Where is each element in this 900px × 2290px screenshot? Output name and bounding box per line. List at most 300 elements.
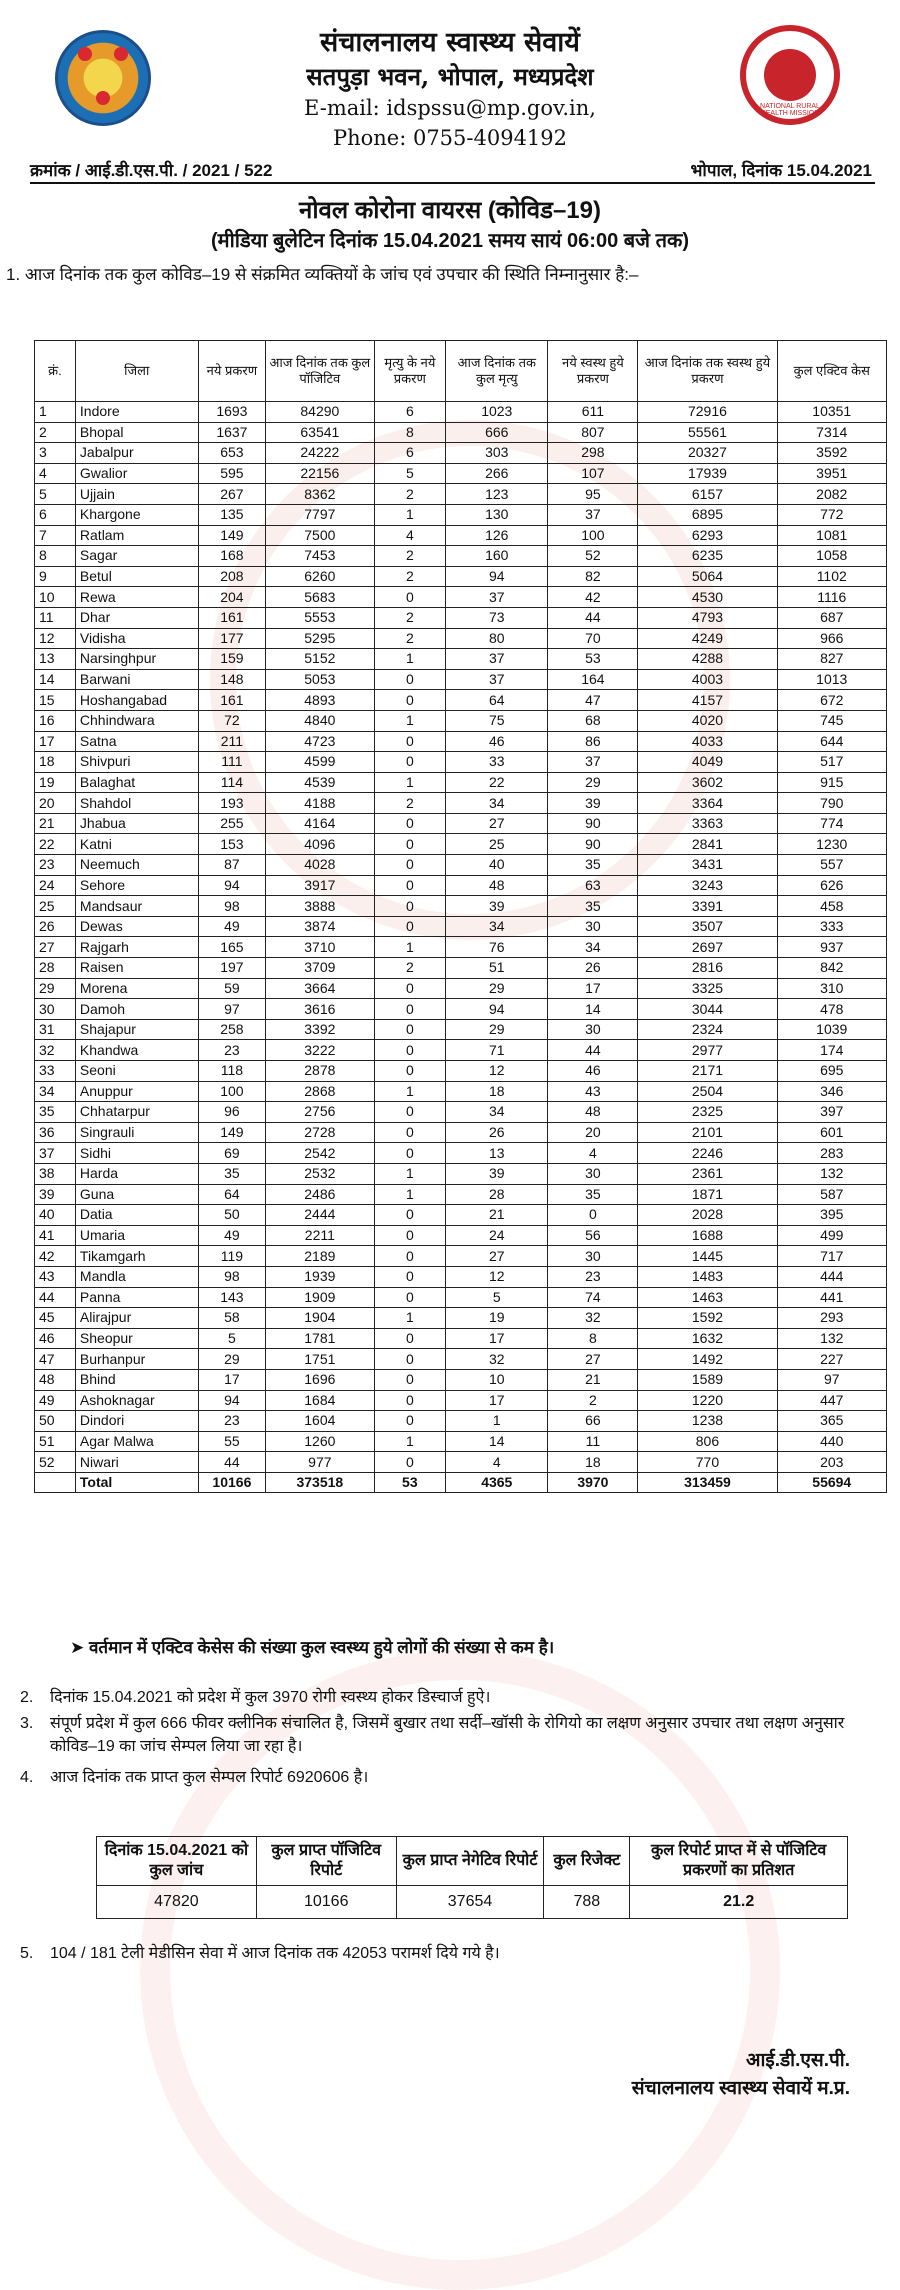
table-cell: 94 [198, 875, 266, 896]
point-number: 3. [20, 1715, 34, 1732]
table-total-row [35, 1472, 887, 1493]
col-header: जिला [75, 341, 198, 402]
table-cell: 59 [198, 978, 266, 999]
table-cell: 33 [446, 752, 548, 773]
table-cell: 4530 [638, 587, 777, 608]
table-cell: 87 [198, 855, 266, 876]
table-cell: 20327 [638, 443, 777, 464]
table-cell: 3507 [638, 916, 777, 937]
table-cell: 4 [548, 1143, 638, 1164]
table-cell: 18 [548, 1452, 638, 1473]
table-cell: 2211 [266, 1225, 374, 1246]
table-cell: 27 [548, 1349, 638, 1370]
table-row [35, 1266, 887, 1287]
table-cell: 10 [35, 587, 76, 608]
sample-col-header: कुल रिपोर्ट प्राप्त में से पॉजिटिव प्रकरणों का प्रतिशत [630, 1837, 848, 1886]
table-cell: 4020 [638, 710, 777, 731]
table-cell: 303 [446, 443, 548, 464]
table-cell: 1023 [446, 402, 548, 423]
table-cell: 937 [777, 937, 887, 958]
table-cell: 4 [374, 525, 446, 546]
letterhead [0, 0, 900, 160]
table-cell: 100 [548, 525, 638, 546]
district-name-cell: Rajgarh [75, 937, 198, 958]
table-cell: 47 [35, 1349, 76, 1370]
total-cell: 373518 [266, 1472, 374, 1493]
table-row [35, 875, 887, 896]
table-cell: 3431 [638, 855, 777, 876]
table-cell: 95 [548, 484, 638, 505]
table-cell: 0 [374, 1040, 446, 1061]
col-header: आज दिनांक तक स्वस्थ हुये प्रकरण [638, 341, 777, 402]
table-cell: 2361 [638, 1163, 777, 1184]
table-cell: 4033 [638, 731, 777, 752]
table-cell: 2878 [266, 1061, 374, 1082]
table-cell: 3616 [266, 999, 374, 1020]
table-cell: 644 [777, 731, 887, 752]
table-cell: 203 [777, 1452, 887, 1473]
letterhead-line-2: सतपुड़ा भवन, भोपाल, मध्यप्रदेश [306, 62, 594, 91]
table-row [35, 1452, 887, 1473]
table-row [35, 1349, 887, 1370]
sample-summary-table [96, 1836, 848, 1919]
table-row [35, 525, 887, 546]
table-cell: 397 [777, 1102, 887, 1123]
table-cell: 24 [35, 875, 76, 896]
signature-line-2: संचालनालय स्वास्थ्य सेवायें म.प्र. [631, 2078, 850, 2099]
district-name-cell: Neemuch [75, 855, 198, 876]
sample-value: 21.2 [630, 1886, 848, 1919]
table-cell: 149 [198, 525, 266, 546]
table-cell: 2868 [266, 1081, 374, 1102]
table-cell: 25 [446, 834, 548, 855]
table-cell: 56 [548, 1225, 638, 1246]
table-cell: 1 [374, 772, 446, 793]
table-cell: 64 [198, 1184, 266, 1205]
table-cell: 37 [35, 1143, 76, 1164]
table-cell: 0 [374, 1266, 446, 1287]
table-cell: 4288 [638, 649, 777, 670]
table-cell: 0 [374, 1225, 446, 1246]
district-name-cell: Shajapur [75, 1019, 198, 1040]
table-row [35, 402, 887, 423]
letterhead-phone: Phone: 0755-4094192 [332, 126, 568, 150]
table-cell: 258 [198, 1019, 266, 1040]
table-cell: 2 [374, 628, 446, 649]
district-name-cell: Jabalpur [75, 443, 198, 464]
table-row [35, 834, 887, 855]
table-cell: 27 [446, 813, 548, 834]
table-cell: 132 [777, 1163, 887, 1184]
table-cell: 34 [35, 1081, 76, 1102]
arrow-bullet-icon: ➤ [70, 1638, 89, 1657]
table-row [35, 1390, 887, 1411]
table-cell: 0 [374, 813, 446, 834]
table-cell: 40 [446, 855, 548, 876]
table-cell: 1 [374, 1081, 446, 1102]
table-cell: 148 [198, 669, 266, 690]
table-cell: 0 [374, 1143, 446, 1164]
table-cell: 2 [374, 546, 446, 567]
table-cell: 58 [198, 1308, 266, 1329]
table-cell: 3363 [638, 813, 777, 834]
table-row [35, 1431, 887, 1452]
table-cell: 333 [777, 916, 887, 937]
table-cell: 1463 [638, 1287, 777, 1308]
district-name-cell: Dewas [75, 916, 198, 937]
table-cell: 25 [35, 896, 76, 917]
table-cell: 69 [198, 1143, 266, 1164]
table-cell: 165 [198, 937, 266, 958]
point-2 [20, 1686, 870, 1709]
table-cell: 1904 [266, 1308, 374, 1329]
table-cell: 76 [446, 937, 548, 958]
table-cell: 94 [446, 566, 548, 587]
table-cell: 12 [35, 628, 76, 649]
district-covid-table [34, 340, 887, 1493]
table-cell: 2697 [638, 937, 777, 958]
table-cell: 1102 [777, 566, 887, 587]
table-cell: 48 [548, 1102, 638, 1123]
table-cell: 17 [548, 978, 638, 999]
table-cell: 0 [374, 1349, 446, 1370]
table-cell: 365 [777, 1411, 887, 1432]
table-cell: 806 [638, 1431, 777, 1452]
table-row [35, 1163, 887, 1184]
table-cell: 34 [548, 937, 638, 958]
table-cell: 4096 [266, 834, 374, 855]
table-cell: 2101 [638, 1122, 777, 1143]
table-cell: 164 [548, 669, 638, 690]
table-cell: 23 [35, 855, 76, 876]
table-cell: 55561 [638, 422, 777, 443]
table-cell: 3888 [266, 896, 374, 917]
table-cell: 37 [446, 587, 548, 608]
table-cell: 6895 [638, 504, 777, 525]
col-header: नये स्वस्थ हुये प्रकरण [548, 341, 638, 402]
table-cell: 35 [198, 1163, 266, 1184]
table-row [35, 566, 887, 587]
table-row [35, 484, 887, 505]
total-cell: 4365 [446, 1472, 548, 1493]
table-cell: 168 [198, 546, 266, 567]
table-cell: 478 [777, 999, 887, 1020]
table-cell: 0 [374, 1411, 446, 1432]
table-cell: 73 [446, 607, 548, 628]
table-cell: 27 [446, 1246, 548, 1267]
district-name-cell: Katni [75, 834, 198, 855]
table-cell: 0 [374, 690, 446, 711]
table-cell: 293 [777, 1308, 887, 1329]
table-cell: 774 [777, 813, 887, 834]
table-cell: 174 [777, 1040, 887, 1061]
table-cell: 915 [777, 772, 887, 793]
table-cell: 2 [548, 1390, 638, 1411]
table-cell: 26 [446, 1122, 548, 1143]
table-row [35, 1205, 887, 1226]
table-cell: 1013 [777, 669, 887, 690]
table-cell: 1751 [266, 1349, 374, 1370]
table-cell: 6260 [266, 566, 374, 587]
table-cell: 653 [198, 443, 266, 464]
table-cell: 4793 [638, 607, 777, 628]
table-cell: 0 [374, 875, 446, 896]
table-cell: 2246 [638, 1143, 777, 1164]
total-cell: 53 [374, 1472, 446, 1493]
table-cell: 17939 [638, 463, 777, 484]
table-cell: 123 [446, 484, 548, 505]
sample-value-row [97, 1886, 848, 1919]
table-cell: 310 [777, 978, 887, 999]
table-cell: 8 [35, 546, 76, 567]
table-row [35, 546, 887, 567]
table-cell: 0 [374, 1061, 446, 1082]
table-row [35, 669, 887, 690]
district-name-cell: Sheopur [75, 1328, 198, 1349]
table-cell: 63541 [266, 422, 374, 443]
table-cell: 1637 [198, 422, 266, 443]
district-name-cell: Bhopal [75, 422, 198, 443]
table-cell: 666 [446, 422, 548, 443]
table-cell: 1 [374, 504, 446, 525]
sample-value: 788 [544, 1886, 630, 1919]
table-cell: 22 [446, 772, 548, 793]
table-cell: 770 [638, 1452, 777, 1473]
table-row [35, 1411, 887, 1432]
table-cell: 4723 [266, 731, 374, 752]
table-cell: 0 [374, 1246, 446, 1267]
table-row [35, 1102, 887, 1123]
table-cell: 1688 [638, 1225, 777, 1246]
table-cell: 977 [266, 1452, 374, 1473]
table-cell: 14 [35, 669, 76, 690]
table-cell: 0 [374, 1287, 446, 1308]
table-cell: 5295 [266, 628, 374, 649]
table-cell: 827 [777, 649, 887, 670]
table-cell: 11 [548, 1431, 638, 1452]
table-cell: 227 [777, 1349, 887, 1370]
table-cell: 2486 [266, 1184, 374, 1205]
table-cell: 3044 [638, 999, 777, 1020]
table-cell: 52 [548, 546, 638, 567]
table-cell: 30 [548, 1019, 638, 1040]
table-cell: 132 [777, 1328, 887, 1349]
table-cell: 44 [35, 1287, 76, 1308]
table-cell: 3951 [777, 463, 887, 484]
table-cell: 159 [198, 649, 266, 670]
table-cell: 38 [35, 1163, 76, 1184]
table-cell: 28 [35, 958, 76, 979]
table-cell: 0 [374, 834, 446, 855]
point-text: दिनांक 15.04.2021 को प्रदेश में कुल 3970 रोगी स्वस्थ्य होकर डिस्चार्ज हुऐ। [50, 1689, 491, 1706]
table-cell: 149 [198, 1122, 266, 1143]
table-cell: 1909 [266, 1287, 374, 1308]
table-cell: 97 [198, 999, 266, 1020]
table-cell: 74 [548, 1287, 638, 1308]
table-cell: 695 [777, 1061, 887, 1082]
table-cell: 1 [374, 1184, 446, 1205]
table-cell: 211 [198, 731, 266, 752]
table-cell: 626 [777, 875, 887, 896]
point-text: आज दिनांक तक प्राप्त कुल सेम्पल रिपोर्ट 6920606 है। [50, 1769, 369, 1786]
table-cell: 8 [548, 1328, 638, 1349]
table-cell: 3710 [266, 937, 374, 958]
table-cell: 1260 [266, 1431, 374, 1452]
table-cell: 47 [548, 690, 638, 711]
point-4 [20, 1766, 870, 1789]
table-cell: 0 [374, 731, 446, 752]
total-cell: 313459 [638, 1472, 777, 1493]
table-cell: 34 [446, 1102, 548, 1123]
table-cell: 98 [198, 1266, 266, 1287]
table-row [35, 1328, 887, 1349]
table-cell: 48 [446, 875, 548, 896]
table-row [35, 690, 887, 711]
table-cell: 2 [374, 607, 446, 628]
table-cell: 1039 [777, 1019, 887, 1040]
table-cell: 2 [374, 484, 446, 505]
table-cell: 4599 [266, 752, 374, 773]
table-cell: 44 [548, 607, 638, 628]
table-cell: 46 [35, 1328, 76, 1349]
point-3 [20, 1712, 870, 1758]
table-cell: 2444 [266, 1205, 374, 1226]
table-cell: 11 [35, 607, 76, 628]
table-cell: 28 [446, 1184, 548, 1205]
table-row [35, 1184, 887, 1205]
table-cell: 4539 [266, 772, 374, 793]
table-cell: 12 [446, 1061, 548, 1082]
table-cell: 7 [35, 525, 76, 546]
table-row [35, 937, 887, 958]
district-name-cell: Gwalior [75, 463, 198, 484]
table-cell: 30 [35, 999, 76, 1020]
table-cell: 4164 [266, 813, 374, 834]
table-cell: 1238 [638, 1411, 777, 1432]
table-cell: 7314 [777, 422, 887, 443]
table-cell: 70 [548, 628, 638, 649]
table-row [35, 463, 887, 484]
table-cell: 3709 [266, 958, 374, 979]
table-cell: 34 [446, 793, 548, 814]
table-cell: 0 [374, 1019, 446, 1040]
sample-col-header: कुल प्राप्त नेगेटिव रिपोर्ट [396, 1837, 544, 1886]
table-cell: 2532 [266, 1163, 374, 1184]
table-cell: 5 [374, 463, 446, 484]
table-cell: 72916 [638, 402, 777, 423]
bulletin-subtitle: (मीडिया बुलेटिन दिनांक 15.04.2021 समय सायं 06:00 बजे तक) [210, 230, 689, 252]
table-row [35, 1081, 887, 1102]
table-cell: 440 [777, 1431, 887, 1452]
table-cell: 1230 [777, 834, 887, 855]
table-cell: 3391 [638, 896, 777, 917]
table-row [35, 1308, 887, 1329]
table-cell: 44 [548, 1040, 638, 1061]
table-cell: 2324 [638, 1019, 777, 1040]
table-cell: 135 [198, 504, 266, 525]
table-cell: 46 [548, 1061, 638, 1082]
table-cell: 255 [198, 813, 266, 834]
table-cell: 30 [548, 1163, 638, 1184]
district-name-cell: Narsinghpur [75, 649, 198, 670]
table-cell: 22156 [266, 463, 374, 484]
table-cell: 458 [777, 896, 887, 917]
table-header-row [35, 341, 887, 402]
table-cell: 790 [777, 793, 887, 814]
table-cell: 18 [446, 1081, 548, 1102]
table-cell: 66 [548, 1411, 638, 1432]
table-cell: 90 [548, 834, 638, 855]
table-cell: 1684 [266, 1390, 374, 1411]
table-cell: 557 [777, 855, 887, 876]
table-cell: 6293 [638, 525, 777, 546]
table-cell: 2542 [266, 1143, 374, 1164]
table-cell: 68 [548, 710, 638, 731]
district-name-cell: Harda [75, 1163, 198, 1184]
sample-col-header: कुल रिजेक्ट [544, 1837, 630, 1886]
table-cell: 842 [777, 958, 887, 979]
table-cell: 0 [374, 916, 446, 937]
table-cell: 14 [446, 1431, 548, 1452]
table-cell: 29 [446, 978, 548, 999]
table-row [35, 772, 887, 793]
table-cell: 0 [374, 1390, 446, 1411]
district-name-cell: Umaria [75, 1225, 198, 1246]
table-cell: 3917 [266, 875, 374, 896]
table-cell: 12 [446, 1266, 548, 1287]
table-cell: 46 [446, 731, 548, 752]
table-cell: 27 [35, 937, 76, 958]
total-cell [35, 1472, 76, 1493]
district-name-cell: Ashoknagar [75, 1390, 198, 1411]
table-cell: 1781 [266, 1328, 374, 1349]
table-cell: 50 [198, 1205, 266, 1226]
district-name-cell: Agar Malwa [75, 1431, 198, 1452]
table-cell: 717 [777, 1246, 887, 1267]
district-name-cell: Sehore [75, 875, 198, 896]
table-cell: 1 [374, 1308, 446, 1329]
table-cell: 3602 [638, 772, 777, 793]
table-cell: 2756 [266, 1102, 374, 1123]
table-cell: 8362 [266, 484, 374, 505]
table-cell: 49 [198, 916, 266, 937]
col-header: नये प्रकरण [198, 341, 266, 402]
table-cell: 20 [548, 1122, 638, 1143]
table-cell: 6235 [638, 546, 777, 567]
table-row [35, 896, 887, 917]
district-name-cell: Panna [75, 1287, 198, 1308]
nrhm-logo: NATIONAL RURAL HEALTH MISSION [740, 25, 840, 125]
table-cell: 1632 [638, 1328, 777, 1349]
table-cell: 51 [446, 958, 548, 979]
table-cell: 2 [35, 422, 76, 443]
table-cell: 37 [446, 669, 548, 690]
table-cell: 3243 [638, 875, 777, 896]
table-cell: 17 [35, 731, 76, 752]
table-cell: 611 [548, 402, 638, 423]
table-row [35, 958, 887, 979]
table-cell: 2171 [638, 1061, 777, 1082]
letterhead-line-1: संचालनालय स्वास्थ्य सेवायें [320, 27, 580, 58]
table-cell: 13 [35, 649, 76, 670]
table-row [35, 999, 887, 1020]
table-cell: 13 [446, 1143, 548, 1164]
table-cell: 5 [198, 1328, 266, 1349]
table-row [35, 504, 887, 525]
table-cell: 0 [374, 978, 446, 999]
table-cell: 20 [35, 793, 76, 814]
table-cell: 1589 [638, 1369, 777, 1390]
